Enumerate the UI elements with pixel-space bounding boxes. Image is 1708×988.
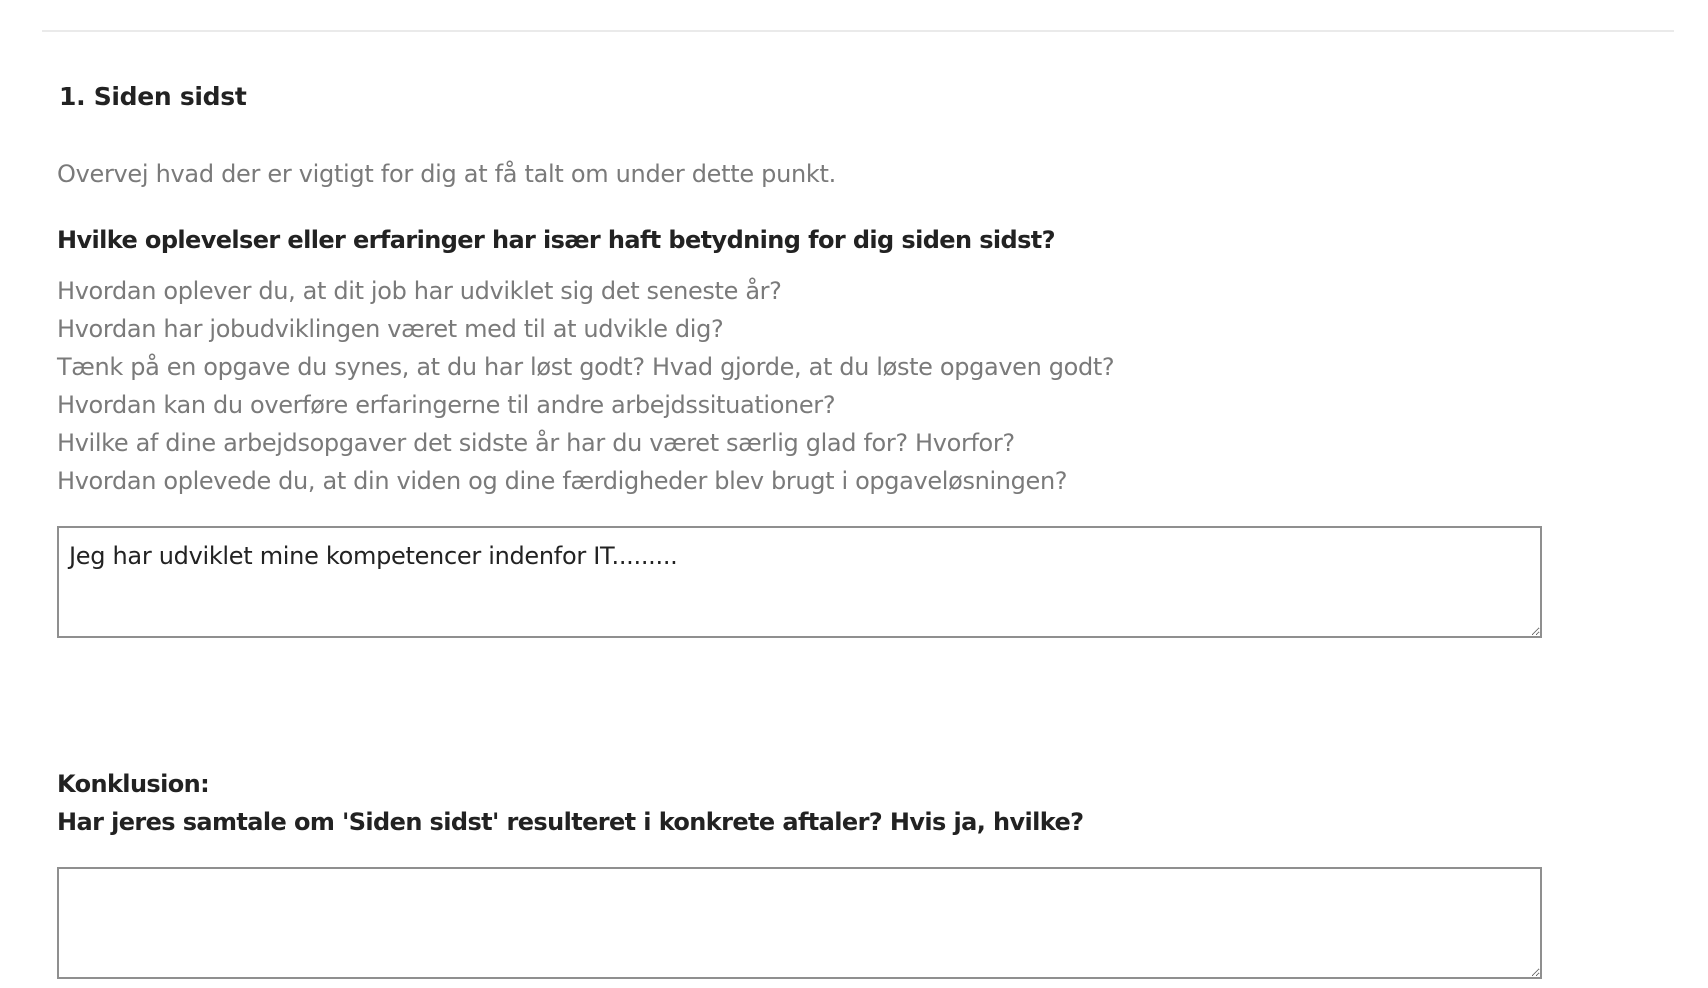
guiding-question: Tænk på en opgave du synes, at du har løst godt? Hvad gjorde, at du løste opgaven godt? bbox=[57, 353, 1115, 381]
section-title: 1. Siden sidst bbox=[59, 82, 247, 111]
guiding-question: Hvordan har jobudviklingen været med til at udvikle dig? bbox=[57, 315, 724, 343]
guiding-question: Hvordan kan du overføre erfaringerne til andre arbejdssituationer? bbox=[57, 391, 836, 419]
top-divider bbox=[42, 30, 1674, 32]
answer-textarea[interactable] bbox=[57, 526, 1542, 638]
main-question: Hvilke oplevelser eller erfaringer har især haft betydning for dig siden sidst? bbox=[57, 226, 1055, 254]
guiding-questions-list bbox=[57, 272, 1114, 500]
conclusion-textarea[interactable] bbox=[57, 867, 1542, 979]
guiding-question: Hvilke af dine arbejdsopgaver det sidste år har du været særlig glad for? Hvorfor? bbox=[57, 429, 1015, 457]
guiding-question: Hvordan oplevede du, at din viden og dine færdigheder blev brugt i opgaveløsningen? bbox=[57, 467, 1068, 495]
guiding-question: Hvordan oplever du, at dit job har udviklet sig det seneste år? bbox=[57, 277, 782, 305]
section-intro: Overvej hvad der er vigtigt for dig at få talt om under dette punkt. bbox=[57, 160, 836, 188]
conclusion-label: Konklusion: bbox=[57, 770, 210, 798]
conclusion-question: Har jeres samtale om 'Siden sidst' resulteret i konkrete aftaler? Hvis ja, hvilke? bbox=[57, 808, 1084, 836]
